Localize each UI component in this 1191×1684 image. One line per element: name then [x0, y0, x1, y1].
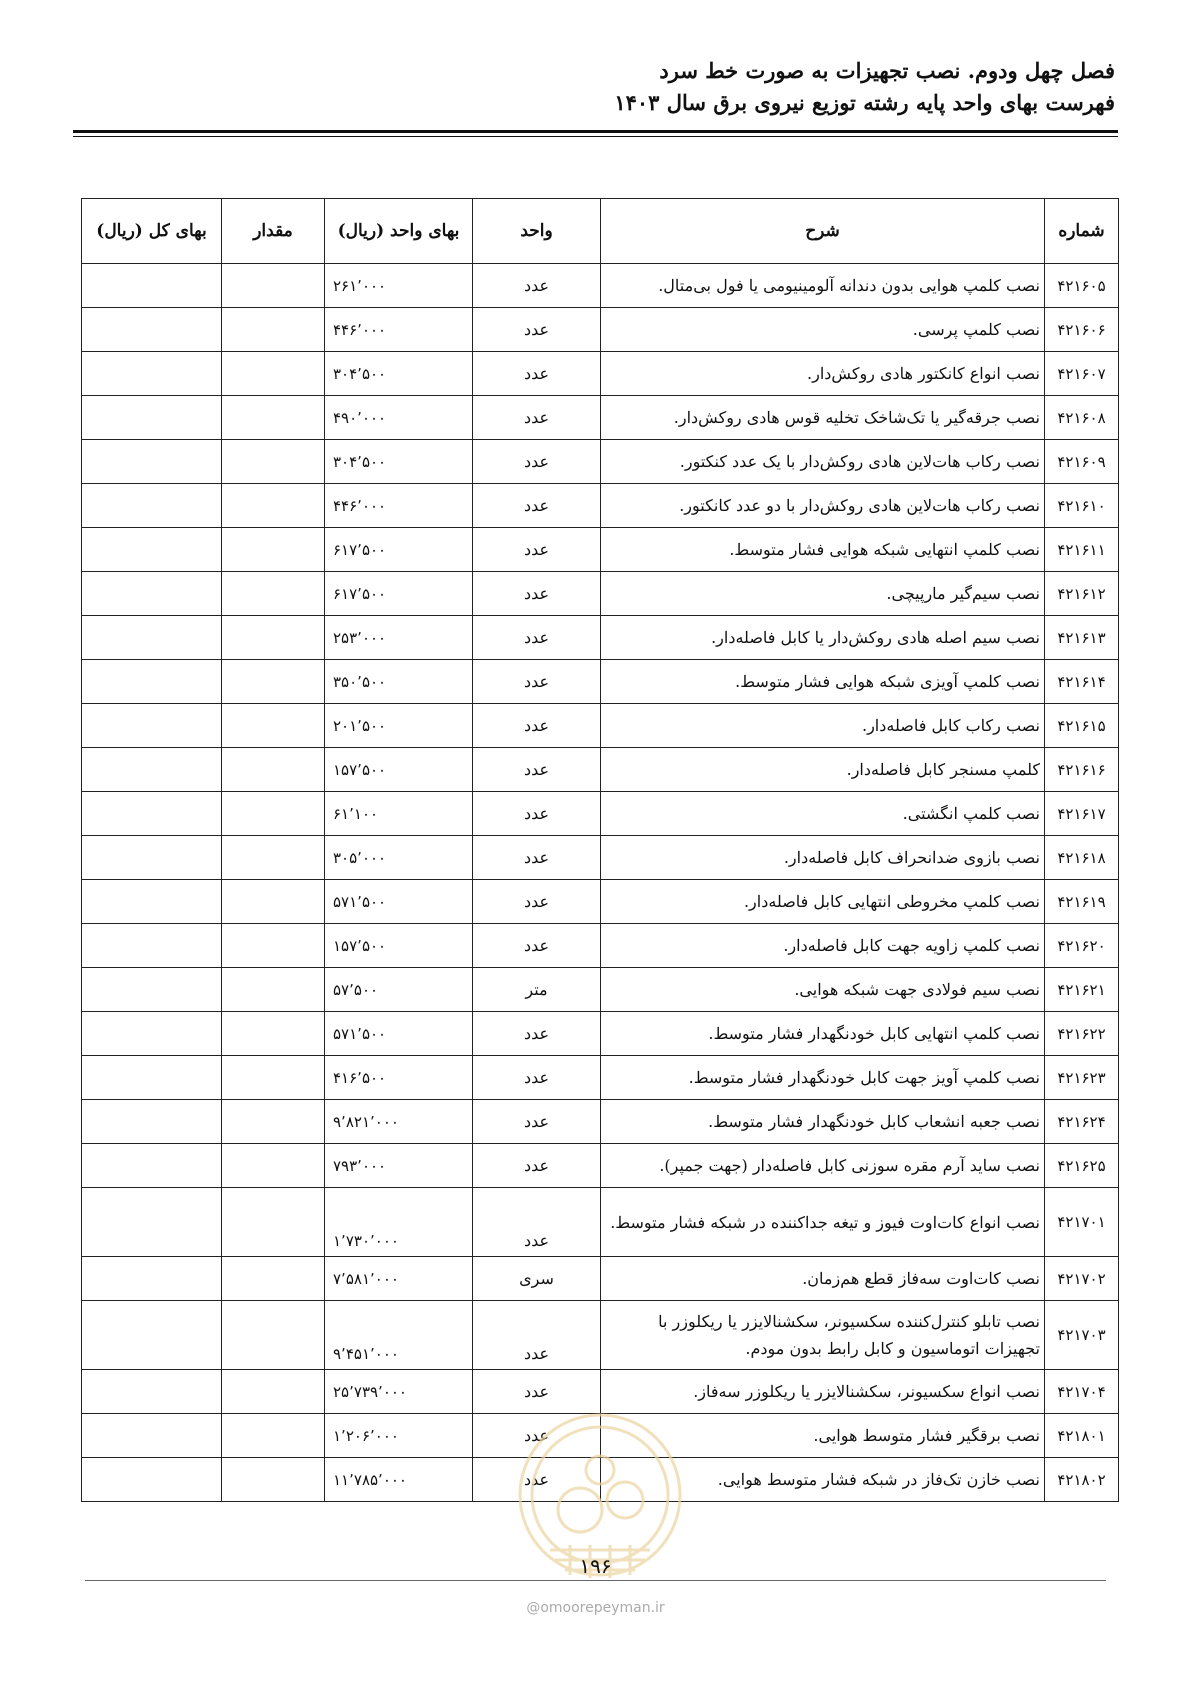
row-unit: عدد	[473, 616, 601, 660]
column-header-unit-price: بهای واحد (ریال)	[325, 199, 473, 264]
table-row	[82, 1100, 1119, 1144]
row-total-price	[82, 308, 222, 352]
row-unit-price: ۶۱۷٬۵۰۰	[325, 528, 473, 572]
row-total-price	[82, 1188, 222, 1257]
table-row	[82, 880, 1119, 924]
row-description: نصب سیم‌گیر مارپیچی.	[601, 572, 1045, 616]
header-rule-thin	[73, 136, 1118, 137]
row-unit: عدد	[473, 264, 601, 308]
table-row	[82, 308, 1119, 352]
row-description: نصب کلمپ آویز جهت کابل خودنگهدار فشار متوسط.	[601, 1056, 1045, 1100]
row-unit: عدد	[473, 748, 601, 792]
row-description: نصب کلمپ هوایی بدون دندانه آلومینیومی یا فول بی‌متال.	[601, 264, 1045, 308]
row-number: ۴۲۱۶۱۰	[1045, 484, 1119, 528]
row-unit: سری	[473, 1257, 601, 1301]
row-description: نصب انواع سکسیونر، سکشنالایزر یا ریکلوزر سه‌فاز.	[601, 1370, 1045, 1414]
table-row	[82, 1370, 1119, 1414]
row-number: ۴۲۱۶۱۸	[1045, 836, 1119, 880]
row-quantity	[222, 1100, 325, 1144]
row-number: ۴۲۱۷۰۳	[1045, 1301, 1119, 1370]
row-unit-price: ۴۱۶٬۵۰۰	[325, 1056, 473, 1100]
row-description: نصب برقگیر فشار متوسط هوایی.	[601, 1414, 1045, 1458]
row-unit: عدد	[473, 1188, 601, 1257]
row-unit-price: ۲۵٬۷۳۹٬۰۰۰	[325, 1370, 473, 1414]
row-unit-price: ۱٬۲۰۶٬۰۰۰	[325, 1414, 473, 1458]
page-header	[76, 56, 1115, 120]
header-rule-thick	[73, 130, 1118, 133]
column-header-description: شرح	[601, 199, 1045, 264]
row-unit-price: ۲۶۱٬۰۰۰	[325, 264, 473, 308]
row-quantity	[222, 264, 325, 308]
row-total-price	[82, 572, 222, 616]
table-row	[82, 1301, 1119, 1370]
row-quantity	[222, 660, 325, 704]
row-number: ۴۲۱۶۰۹	[1045, 440, 1119, 484]
row-quantity	[222, 1056, 325, 1100]
row-unit-price: ۳۰۵٬۰۰۰	[325, 836, 473, 880]
table-row	[82, 660, 1119, 704]
row-unit: عدد	[473, 836, 601, 880]
row-unit: عدد	[473, 1414, 601, 1458]
footer-rule	[85, 1580, 1106, 1581]
row-description: نصب تابلو کنترل‌کننده سکسیونر، سکشنالایزر یا ریکلوزر با تجهیزات اتوماسیون و کابل رابط بدون مودم.	[601, 1301, 1045, 1370]
row-description: نصب سیم اصله هادی روکش‌دار یا کابل فاصله‌دار.	[601, 616, 1045, 660]
row-unit-price: ۵۷۱٬۵۰۰	[325, 1012, 473, 1056]
row-unit-price: ۲۰۱٬۵۰۰	[325, 704, 473, 748]
row-quantity	[222, 1458, 325, 1502]
row-description: نصب کلمپ انتهایی کابل خودنگهدار فشار متوسط.	[601, 1012, 1045, 1056]
table-row	[82, 836, 1119, 880]
row-number: ۴۲۱۶۲۱	[1045, 968, 1119, 1012]
row-number: ۴۲۱۸۰۲	[1045, 1458, 1119, 1502]
row-unit: عدد	[473, 924, 601, 968]
row-quantity	[222, 1144, 325, 1188]
row-total-price	[82, 616, 222, 660]
row-unit: عدد	[473, 484, 601, 528]
row-total-price	[82, 880, 222, 924]
table-row	[82, 352, 1119, 396]
row-unit: عدد	[473, 528, 601, 572]
row-number: ۴۲۱۸۰۱	[1045, 1414, 1119, 1458]
row-number: ۴۲۱۶۰۷	[1045, 352, 1119, 396]
row-unit: متر	[473, 968, 601, 1012]
row-number: ۴۲۱۶۱۹	[1045, 880, 1119, 924]
row-quantity	[222, 352, 325, 396]
column-header-quantity: مقدار	[222, 199, 325, 264]
row-unit: عدد	[473, 1301, 601, 1370]
row-quantity	[222, 748, 325, 792]
row-quantity	[222, 1370, 325, 1414]
row-unit: عدد	[473, 440, 601, 484]
row-total-price	[82, 1370, 222, 1414]
row-description: نصب خازن تک‌فاز در شبکه فشار متوسط هوایی.	[601, 1458, 1045, 1502]
table-row	[82, 396, 1119, 440]
row-number: ۴۲۱۶۰۶	[1045, 308, 1119, 352]
row-total-price	[82, 1458, 222, 1502]
row-number: ۴۲۱۶۲۳	[1045, 1056, 1119, 1100]
price-list-title: فهرست بهای واحد پایه رشته توزیع نیروی برق سال ۱۴۰۳	[614, 90, 1115, 115]
row-unit-price: ۹٬۸۲۱٬۰۰۰	[325, 1100, 473, 1144]
row-description: نصب کلمپ زاویه جهت کابل فاصله‌دار.	[601, 924, 1045, 968]
row-unit-price: ۹٬۴۵۱٬۰۰۰	[325, 1301, 473, 1370]
row-unit-price: ۴۴۶٬۰۰۰	[325, 484, 473, 528]
row-number: ۴۲۱۶۱۱	[1045, 528, 1119, 572]
table-row	[82, 528, 1119, 572]
row-number: ۴۲۱۶۱۶	[1045, 748, 1119, 792]
row-unit: عدد	[473, 660, 601, 704]
row-quantity	[222, 1414, 325, 1458]
row-unit: عدد	[473, 396, 601, 440]
row-unit-price: ۱٬۷۳۰٬۰۰۰	[325, 1188, 473, 1257]
row-unit: عدد	[473, 1458, 601, 1502]
row-description: نصب انواع کات‌اوت فیوز و تیغه جداکننده در شبکه فشار متوسط.	[601, 1188, 1045, 1257]
table-row	[82, 968, 1119, 1012]
row-total-price	[82, 748, 222, 792]
row-total-price	[82, 1100, 222, 1144]
row-unit-price: ۵۷٬۵۰۰	[325, 968, 473, 1012]
row-number: ۴۲۱۶۲۴	[1045, 1100, 1119, 1144]
row-description: نصب کلمپ انگشتی.	[601, 792, 1045, 836]
row-quantity	[222, 484, 325, 528]
row-quantity	[222, 616, 325, 660]
row-unit: عدد	[473, 1370, 601, 1414]
row-unit-price: ۴۴۶٬۰۰۰	[325, 308, 473, 352]
row-number: ۴۲۱۶۰۸	[1045, 396, 1119, 440]
row-quantity	[222, 572, 325, 616]
row-unit: عدد	[473, 352, 601, 396]
table-row	[82, 1144, 1119, 1188]
row-total-price	[82, 1301, 222, 1370]
table-row	[82, 924, 1119, 968]
row-quantity	[222, 1257, 325, 1301]
row-unit-price: ۶۱٬۱۰۰	[325, 792, 473, 836]
row-unit-price: ۵۷۱٬۵۰۰	[325, 880, 473, 924]
table-body	[82, 264, 1119, 1502]
row-total-price	[82, 792, 222, 836]
row-total-price	[82, 1056, 222, 1100]
table-row	[82, 264, 1119, 308]
row-description: کلمپ مسنجر کابل فاصله‌دار.	[601, 748, 1045, 792]
row-unit-price: ۱۵۷٬۵۰۰	[325, 748, 473, 792]
row-number: ۴۲۱۶۲۲	[1045, 1012, 1119, 1056]
row-total-price	[82, 836, 222, 880]
row-unit-price: ۲۵۳٬۰۰۰	[325, 616, 473, 660]
row-unit: عدد	[473, 1100, 601, 1144]
row-quantity	[222, 880, 325, 924]
price-table	[81, 198, 1119, 1502]
row-number: ۴۲۱۷۰۴	[1045, 1370, 1119, 1414]
row-number: ۴۲۱۷۰۱	[1045, 1188, 1119, 1257]
table-row	[82, 1414, 1119, 1458]
table-row	[82, 1188, 1119, 1257]
row-unit-price: ۳۰۴٬۵۰۰	[325, 352, 473, 396]
row-number: ۴۲۱۶۲۰	[1045, 924, 1119, 968]
row-number: ۴۲۱۶۲۵	[1045, 1144, 1119, 1188]
row-quantity	[222, 308, 325, 352]
row-quantity	[222, 836, 325, 880]
row-quantity	[222, 968, 325, 1012]
row-quantity	[222, 528, 325, 572]
row-number: ۴۲۱۶۱۲	[1045, 572, 1119, 616]
row-quantity	[222, 924, 325, 968]
row-unit: عدد	[473, 1056, 601, 1100]
row-total-price	[82, 704, 222, 748]
row-description: نصب سیم فولادی جهت شبکه هوایی.	[601, 968, 1045, 1012]
row-description: نصب رکاب هات‌لاین هادی روکش‌دار با دو عدد کانکتور.	[601, 484, 1045, 528]
row-number: ۴۲۱۶۰۵	[1045, 264, 1119, 308]
table-row	[82, 1458, 1119, 1502]
table-row	[82, 1012, 1119, 1056]
page-number: ۱۹۶	[579, 1554, 612, 1578]
row-quantity	[222, 704, 325, 748]
row-quantity	[222, 1301, 325, 1370]
row-description: نصب ساید آرم مقره سوزنی کابل فاصله‌دار (جهت جمپر).	[601, 1144, 1045, 1188]
table-row	[82, 616, 1119, 660]
row-description: نصب رکاب کابل فاصله‌دار.	[601, 704, 1045, 748]
row-total-price	[82, 924, 222, 968]
website-watermark: @omoorepeyman.ir	[526, 1600, 665, 1616]
row-unit: عدد	[473, 308, 601, 352]
row-quantity	[222, 792, 325, 836]
row-unit: عدد	[473, 792, 601, 836]
row-description: نصب کلمپ پرسی.	[601, 308, 1045, 352]
row-description: نصب بازوی ضدانحراف کابل فاصله‌دار.	[601, 836, 1045, 880]
row-total-price	[82, 484, 222, 528]
row-total-price	[82, 440, 222, 484]
table-row	[82, 704, 1119, 748]
row-unit-price: ۳۵۰٬۵۰۰	[325, 660, 473, 704]
table-row	[82, 748, 1119, 792]
row-total-price	[82, 1414, 222, 1458]
row-number: ۴۲۱۶۱۴	[1045, 660, 1119, 704]
table-row	[82, 792, 1119, 836]
row-unit-price: ۳۰۴٬۵۰۰	[325, 440, 473, 484]
row-number: ۴۲۱۷۰۲	[1045, 1257, 1119, 1301]
row-total-price	[82, 1257, 222, 1301]
row-quantity	[222, 1188, 325, 1257]
row-description: نصب جعبه انشعاب کابل خودنگهدار فشار متوسط.	[601, 1100, 1045, 1144]
row-unit-price: ۶۱۷٬۵۰۰	[325, 572, 473, 616]
row-quantity	[222, 440, 325, 484]
row-unit-price: ۱۱٬۷۸۵٬۰۰۰	[325, 1458, 473, 1502]
row-total-price	[82, 968, 222, 1012]
row-description: نصب کلمپ انتهایی شبکه هوایی فشار متوسط.	[601, 528, 1045, 572]
row-unit: عدد	[473, 1144, 601, 1188]
row-total-price	[82, 352, 222, 396]
row-unit: عدد	[473, 880, 601, 924]
row-description: نصب جرقه‌گیر یا تک‌شاخک تخلیه قوس هادی روکش‌دار.	[601, 396, 1045, 440]
row-description: نصب کات‌اوت سه‌فاز قطع هم‌زمان.	[601, 1257, 1045, 1301]
row-total-price	[82, 528, 222, 572]
row-quantity	[222, 1012, 325, 1056]
row-total-price	[82, 1144, 222, 1188]
row-description: نصب کلمپ مخروطی انتهایی کابل فاصله‌دار.	[601, 880, 1045, 924]
row-unit-price: ۱۵۷٬۵۰۰	[325, 924, 473, 968]
row-total-price	[82, 396, 222, 440]
table-row	[82, 1056, 1119, 1100]
column-header-total-price: بهای کل (ریال)	[82, 199, 222, 264]
row-number: ۴۲۱۶۱۷	[1045, 792, 1119, 836]
table-row	[82, 440, 1119, 484]
table-row	[82, 572, 1119, 616]
chapter-title: فصل چهل ودوم. نصب تجهیزات به صورت خط سرد	[659, 58, 1115, 83]
row-description: نصب کلمپ آویزی شبکه هوایی فشار متوسط.	[601, 660, 1045, 704]
column-header-unit: واحد	[473, 199, 601, 264]
table-header-row	[82, 199, 1119, 264]
table-row	[82, 484, 1119, 528]
row-description: نصب رکاب هات‌لاین هادی روکش‌دار با یک عدد کنکتور.	[601, 440, 1045, 484]
row-unit-price: ۷٬۵۸۱٬۰۰۰	[325, 1257, 473, 1301]
row-unit-price: ۷۹۳٬۰۰۰	[325, 1144, 473, 1188]
row-unit: عدد	[473, 572, 601, 616]
row-unit: عدد	[473, 704, 601, 748]
table-row	[82, 1257, 1119, 1301]
row-total-price	[82, 660, 222, 704]
row-unit-price: ۴۹۰٬۰۰۰	[325, 396, 473, 440]
row-description: نصب انواع کانکتور هادی روکش‌دار.	[601, 352, 1045, 396]
row-total-price	[82, 264, 222, 308]
row-number: ۴۲۱۶۱۵	[1045, 704, 1119, 748]
column-header-number: شماره	[1045, 199, 1119, 264]
row-unit: عدد	[473, 1012, 601, 1056]
row-total-price	[82, 1012, 222, 1056]
row-number: ۴۲۱۶۱۳	[1045, 616, 1119, 660]
row-quantity	[222, 396, 325, 440]
